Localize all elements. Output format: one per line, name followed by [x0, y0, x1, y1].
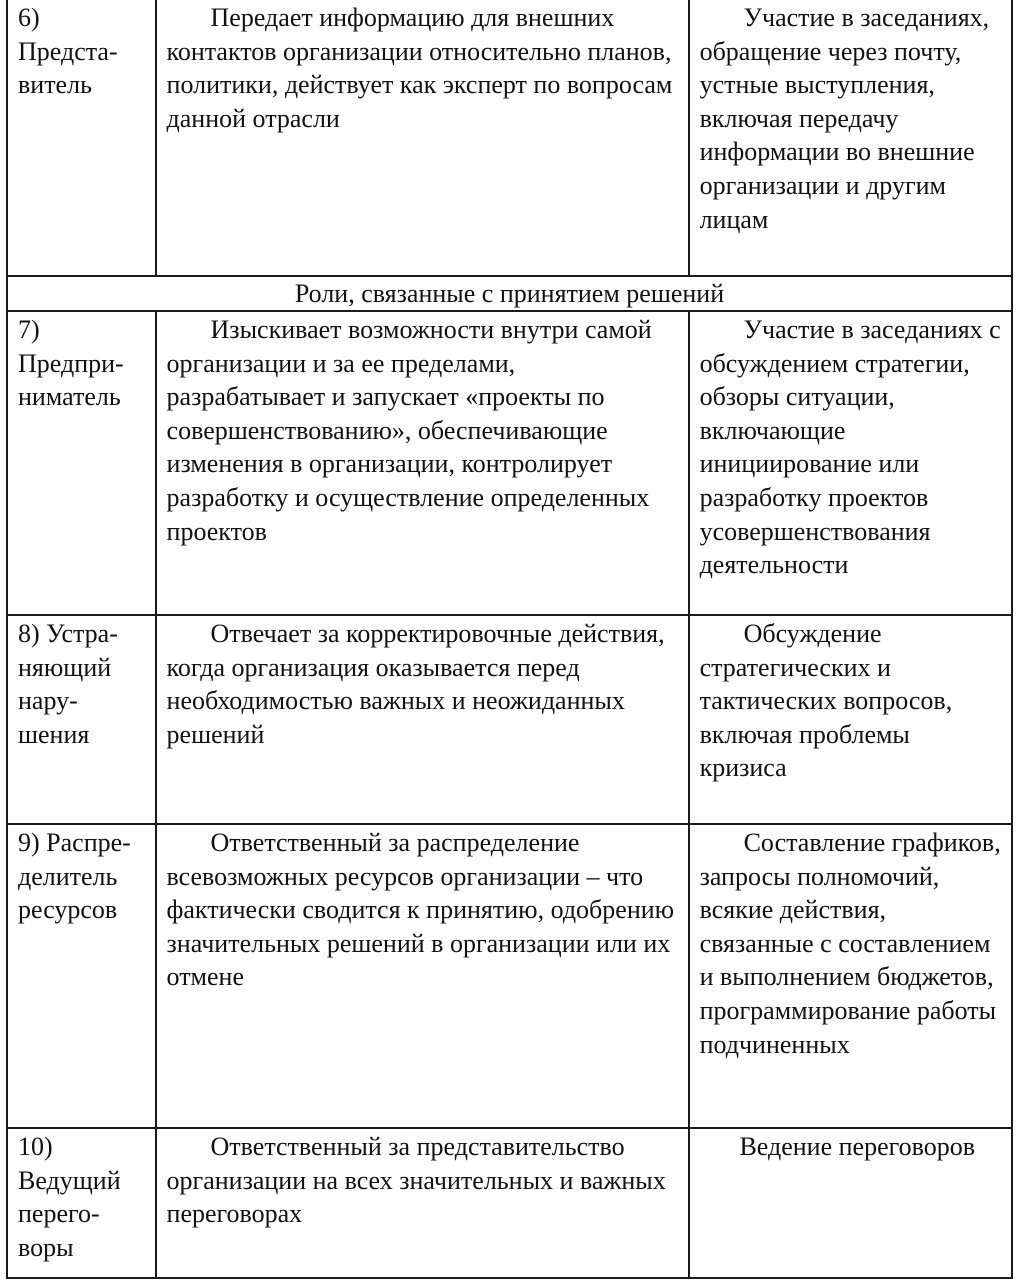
activity-cell [689, 824, 1012, 1128]
role-description: Ответственный за распределение всевозможных ресурсов организации – что фактически сводится к принятию, одобрению значительных решений в организации или их отмене [166, 828, 675, 992]
role-description: Изыскивает возможности внутри самой организации и за ее пределами, разрабатывает и запускает «проекты по совершенствованию», обеспечивающие изменения в организации, контролирует разработку и осуществление определенных проектов [166, 315, 652, 546]
role-name: 6) Предста- витель [18, 3, 118, 100]
role-name: 9) Распре- делитель ресурсов [18, 828, 131, 925]
role-cell [7, 1128, 156, 1278]
description-cell [156, 1128, 689, 1278]
role-name: 7) Предпри- ниматель [18, 315, 124, 412]
table-row [7, 0, 1012, 276]
table-row [7, 1128, 1012, 1278]
description-cell [156, 824, 689, 1128]
role-cell [7, 824, 156, 1128]
description-cell [156, 615, 689, 824]
role-activity: Ведение переговоров [739, 1132, 975, 1161]
description-cell [156, 311, 689, 615]
manager-roles-table [6, 0, 1013, 1279]
role-description: Ответственный за представительство организации на всех значительных и важных переговорах [166, 1132, 666, 1229]
role-activity: Обсуждение стратегических и тактических вопросов, включая проблемы кризиса [699, 619, 953, 783]
table-row [7, 615, 1012, 824]
role-name: 8) Устра- няющий нару- шения [18, 619, 118, 749]
role-description: Отвечает за корректировочные действия, когда организация оказывается перед необходимостью важных и неожиданных решений [166, 619, 665, 749]
role-cell [7, 0, 156, 276]
table-row [7, 824, 1012, 1128]
role-activity: Составление графиков, запросы полномочий, всякие действия, связанные с составлением и выполнением бюджетов, программирование работы подчиненных [699, 828, 1001, 1059]
role-activity: Участие в заседаниях, обращение через почту, устные выступления, включая передачу информации во внешние организации и другим лицам [699, 3, 990, 234]
role-activity: Участие в заседаниях с обсуждением стратегии, обзоры ситуации, включающие инициирование или разработку проектов усовершенствования деятельности [699, 315, 1001, 580]
section-header-row [7, 276, 1012, 311]
role-cell [7, 615, 156, 824]
activity-cell [689, 311, 1012, 615]
activity-cell [689, 615, 1012, 824]
role-description: Передает информацию для внешних контактов организации относительно планов, политики, действует как эксперт по вопросам данной отрасли [166, 3, 673, 133]
section-title: Роли, связанные с принятием решений [7, 276, 1012, 311]
description-cell [156, 0, 689, 276]
activity-cell [689, 0, 1012, 276]
activity-cell [689, 1128, 1012, 1278]
role-name: 10) Ведущий перего- воры [18, 1132, 121, 1262]
table-row [7, 311, 1012, 615]
role-cell [7, 311, 156, 615]
